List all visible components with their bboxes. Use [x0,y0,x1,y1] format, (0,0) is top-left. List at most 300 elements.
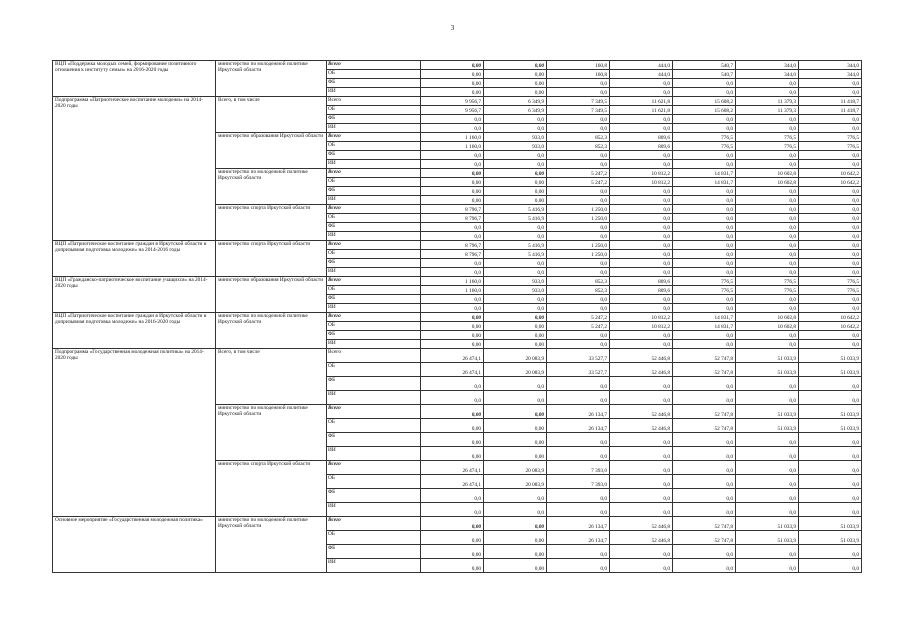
value-cell: 0,0 [736,377,799,391]
funding-source-cell: ИИ [327,391,421,405]
value-cell: 0,0 [421,304,484,313]
value-cell: 0,0 [547,196,610,205]
value-cell: 0,0 [673,391,736,405]
executor-cell: министерство по молодежной политике Иркутской области [216,517,327,573]
value-cell: 26 134,7 [547,517,610,531]
funding-source-cell: ОБ [327,70,421,79]
value-cell: 0,00 [421,169,484,178]
value-cell: 0,0 [547,187,610,196]
value-cell: 52 446,8 [610,517,673,531]
value-cell: 0,0 [484,232,547,241]
value-cell: 0,0 [736,475,799,489]
funding-source-cell: ФБ [327,489,421,503]
value-cell: 0,0 [610,559,673,573]
program-name-cell: ВЦП «Поддержка молодых семей, формирование позитивного отношения к институту семьи» на 2016-2020 годы [53,61,216,97]
value-cell: 0,0 [736,250,799,259]
value-cell: 0,0 [736,559,799,573]
value-cell: 1 250,0 [547,241,610,250]
value-cell: 933,0 [484,286,547,295]
executor-cell: министерство образования Иркутской области [216,277,327,313]
value-cell: 1 250,0 [547,250,610,259]
value-cell: 52 747,8 [673,531,736,545]
value-cell: 0,0 [421,160,484,169]
value-cell: 11 379,3 [736,106,799,115]
value-cell: 0,00 [421,79,484,88]
value-cell: 8 796,7 [421,250,484,259]
value-cell: 776,5 [673,277,736,286]
value-cell: 0,0 [484,503,547,517]
value-cell: 10 642,2 [799,169,862,178]
value-cell: 10 602,8 [736,313,799,322]
value-cell: 52 747,8 [673,349,736,363]
value-cell: 0,0 [610,433,673,447]
value-cell: 0,0 [673,461,736,475]
funding-source-cell: Всего [327,405,421,419]
executor-cell: Всего, в том числе [216,349,327,405]
value-cell: 0,0 [421,151,484,160]
value-cell: 0,0 [547,447,610,461]
value-cell: 0,0 [421,232,484,241]
funding-source-cell: ОБ [327,106,421,115]
table-row [53,349,862,363]
value-cell: 0,00 [484,517,547,531]
value-cell: 0,0 [610,503,673,517]
value-cell: 0,0 [610,295,673,304]
value-cell: 0,0 [799,268,862,277]
page-number: 3 [450,24,455,32]
value-cell: 0,0 [547,124,610,133]
value-cell: 0,0 [610,545,673,559]
value-cell: 10 642,2 [799,322,862,331]
value-cell: 5 247,2 [547,178,610,187]
value-cell: 444,0 [610,70,673,79]
value-cell: 0,0 [547,115,610,124]
value-cell: 0,0 [799,545,862,559]
value-cell: 10 812,2 [610,169,673,178]
value-cell: 51 033,9 [799,531,862,545]
value-cell: 0,0 [736,331,799,340]
funding-source-cell: ИИ [327,559,421,573]
value-cell: 0,0 [547,295,610,304]
value-cell: 26 134,7 [547,531,610,545]
value-cell: 7 349,5 [547,97,610,106]
value-cell: 0,0 [547,433,610,447]
value-cell: 0,0 [673,151,736,160]
value-cell: 0,00 [421,433,484,447]
value-cell: 9 956,7 [421,97,484,106]
funding-source-cell: ФБ [327,223,421,232]
value-cell: 160,8 [547,61,610,70]
value-cell: 0,0 [673,79,736,88]
value-cell: 0,0 [799,250,862,259]
funding-source-cell: ОБ [327,178,421,187]
value-cell: 8 796,7 [421,241,484,250]
funding-source-cell: ИИ [327,88,421,97]
value-cell: 0,00 [484,313,547,322]
value-cell: 0,00 [421,313,484,322]
value-cell: 0,0 [799,241,862,250]
value-cell: 0,0 [673,88,736,97]
executor-cell: министерство по молодежной политике Иркутской области [216,61,327,97]
value-cell: 0,0 [799,295,862,304]
value-cell: 0,0 [799,151,862,160]
value-cell: 26 474,1 [421,475,484,489]
value-cell: 0,0 [673,447,736,461]
funding-source-cell: Всего [327,205,421,214]
value-cell: 0,0 [736,295,799,304]
funding-source-cell: ФБ [327,545,421,559]
value-cell: 0,0 [673,232,736,241]
value-cell: 0,00 [484,331,547,340]
table-row [53,517,862,531]
value-cell: 52 747,8 [673,419,736,433]
value-cell: 0,0 [799,489,862,503]
funding-source-cell: Всего [327,61,421,70]
value-cell: 0,00 [484,61,547,70]
value-cell: 0,0 [421,223,484,232]
value-cell: 0,0 [610,489,673,503]
value-cell: 1 160,0 [421,133,484,142]
funding-source-cell: ФБ [327,187,421,196]
value-cell: 26 474,1 [421,461,484,475]
value-cell: 0,0 [484,391,547,405]
funding-source-cell: ИИ [327,503,421,517]
value-cell: 0,0 [484,151,547,160]
value-cell: 51 033,9 [736,349,799,363]
value-cell: 0,00 [484,545,547,559]
funding-source-cell: ОБ [327,142,421,151]
value-cell: 52 747,8 [673,363,736,377]
funding-source-cell: Всего [327,97,421,106]
value-cell: 0,0 [673,241,736,250]
value-cell: 0,0 [673,331,736,340]
value-cell: 0,0 [799,461,862,475]
value-cell: 0,0 [484,268,547,277]
value-cell: 0,0 [736,241,799,250]
value-cell: 5 416,9 [484,205,547,214]
value-cell: 0,0 [799,391,862,405]
value-cell: 0,0 [547,340,610,349]
value-cell: 0,0 [484,295,547,304]
value-cell: 0,0 [610,391,673,405]
value-cell: 0,0 [610,268,673,277]
value-cell: 0,0 [547,223,610,232]
value-cell: 51 033,9 [736,419,799,433]
value-cell: 10 642,2 [799,178,862,187]
value-cell: 0,0 [547,545,610,559]
value-cell: 0,0 [610,331,673,340]
value-cell: 0,0 [673,295,736,304]
value-cell: 0,0 [484,304,547,313]
funding-source-cell: Всего [327,133,421,142]
value-cell: 51 033,9 [799,363,862,377]
value-cell: 0,00 [484,531,547,545]
value-cell: 540,7 [673,70,736,79]
funding-source-cell: ФБ [327,331,421,340]
value-cell: 0,00 [484,88,547,97]
value-cell: 20 083,9 [484,349,547,363]
value-cell: 0,0 [673,377,736,391]
value-cell: 1 250,0 [547,205,610,214]
funding-source-cell: ОБ [327,363,421,377]
value-cell: 0,0 [673,115,736,124]
value-cell: 0,0 [610,304,673,313]
value-cell: 0,0 [421,295,484,304]
value-cell: 0,0 [421,124,484,133]
program-name-cell: Подпрограмма «Государственная молодежная политика» на 2014-2020 годы [53,349,216,517]
funding-source-cell: ОБ [327,214,421,223]
value-cell: 540,7 [673,61,736,70]
value-cell: 0,00 [421,447,484,461]
value-cell: 0,00 [421,322,484,331]
value-cell: 0,00 [421,61,484,70]
value-cell: 776,5 [799,142,862,151]
value-cell: 0,0 [673,205,736,214]
value-cell: 344,0 [799,70,862,79]
funding-source-cell: Всего [327,461,421,475]
value-cell: 0,0 [610,259,673,268]
value-cell: 51 033,9 [799,517,862,531]
value-cell: 0,0 [799,475,862,489]
value-cell: 0,0 [547,503,610,517]
value-cell: 11 379,3 [736,97,799,106]
value-cell: 933,0 [484,133,547,142]
value-cell: 51 033,9 [736,405,799,419]
value-cell: 5 416,9 [484,250,547,259]
value-cell: 0,0 [547,377,610,391]
program-name-cell: ВЦП «Патриотическое воспитание граждан в Иркутской области и допризывная подготовка молодежи» на 2014-2016 годы [53,241,216,277]
value-cell: 0,0 [799,304,862,313]
value-cell: 0,0 [610,79,673,88]
value-cell: 10 602,8 [736,178,799,187]
value-cell: 52 747,8 [673,405,736,419]
value-cell: 0,0 [610,447,673,461]
value-cell: 0,0 [547,391,610,405]
value-cell: 0,00 [421,178,484,187]
value-cell: 809,6 [610,286,673,295]
value-cell: 160,8 [547,70,610,79]
funding-source-cell: ИИ [327,232,421,241]
value-cell: 11 418,7 [799,106,862,115]
value-cell: 0,0 [736,232,799,241]
value-cell: 0,0 [673,196,736,205]
value-cell: 0,00 [421,340,484,349]
value-cell: 776,5 [673,286,736,295]
value-cell: 0,0 [610,223,673,232]
value-cell: 52 446,8 [610,531,673,545]
value-cell: 0,0 [484,259,547,268]
funding-source-cell: Всего [327,313,421,322]
value-cell: 51 033,9 [736,363,799,377]
value-cell: 7 393,0 [547,461,610,475]
value-cell: 0,0 [736,433,799,447]
value-cell: 26 474,1 [421,349,484,363]
funding-source-cell: ИИ [327,340,421,349]
funding-source-cell: ОБ [327,531,421,545]
value-cell: 0,0 [799,377,862,391]
value-cell: 0,0 [736,259,799,268]
table-row [53,241,862,250]
value-cell: 10 602,8 [736,322,799,331]
value-cell: 0,0 [799,187,862,196]
funding-source-cell: ФБ [327,433,421,447]
value-cell: 0,0 [799,433,862,447]
value-cell: 51 033,9 [799,349,862,363]
funding-source-cell: ИИ [327,124,421,133]
funding-source-cell: ОБ [327,286,421,295]
value-cell: 0,0 [736,124,799,133]
executor-cell: министерство по молодежной политике Иркутской области [216,169,327,205]
value-cell: 0,0 [799,559,862,573]
value-cell: 0,0 [736,88,799,97]
funding-source-cell: ФБ [327,259,421,268]
value-cell: 0,0 [799,214,862,223]
funding-source-cell: Всего [327,277,421,286]
value-cell: 0,0 [799,232,862,241]
value-cell: 26 134,7 [547,419,610,433]
value-cell: 0,00 [484,79,547,88]
value-cell: 6 349,9 [484,106,547,115]
value-cell: 51 033,9 [736,517,799,531]
value-cell: 14 831,7 [673,169,736,178]
value-cell: 776,5 [736,286,799,295]
value-cell: 0,0 [736,268,799,277]
value-cell: 0,0 [673,475,736,489]
budget-table [52,60,862,573]
value-cell: 0,00 [421,70,484,79]
value-cell: 10 812,2 [610,313,673,322]
value-cell: 26 474,1 [421,363,484,377]
value-cell: 5 247,2 [547,322,610,331]
funding-source-cell: Всего [327,517,421,531]
funding-source-cell: ОБ [327,419,421,433]
value-cell: 0,0 [421,503,484,517]
value-cell: 51 033,9 [736,531,799,545]
value-cell: 52 446,8 [610,349,673,363]
program-name-cell: Подпрограмма «Патриотическое воспитание молодежи» на 2014-2020 годы [53,97,216,241]
value-cell: 0,0 [799,340,862,349]
value-cell: 1 250,0 [547,214,610,223]
value-cell: 0,00 [484,187,547,196]
value-cell: 0,0 [610,250,673,259]
value-cell: 0,00 [421,405,484,419]
value-cell: 5 416,9 [484,241,547,250]
value-cell: 0,0 [484,115,547,124]
value-cell: 776,5 [736,133,799,142]
value-cell: 0,0 [610,196,673,205]
value-cell: 0,00 [421,559,484,573]
value-cell: 0,00 [484,447,547,461]
value-cell: 0,0 [673,433,736,447]
executor-cell: министерство спорта Иркутской области [216,241,327,277]
value-cell: 52 446,8 [610,405,673,419]
value-cell: 0,0 [421,489,484,503]
value-cell: 0,0 [547,88,610,97]
funding-source-cell: ИИ [327,447,421,461]
value-cell: 0,0 [673,545,736,559]
value-cell: 10 602,8 [736,169,799,178]
value-cell: 344,0 [736,70,799,79]
value-cell: 0,0 [547,160,610,169]
value-cell: 344,0 [799,61,862,70]
value-cell: 0,0 [673,340,736,349]
value-cell: 0,0 [610,187,673,196]
funding-source-cell: ФБ [327,295,421,304]
value-cell: 14 831,7 [673,322,736,331]
funding-source-cell: ОБ [327,250,421,259]
table-row [53,61,862,70]
funding-source-cell: Всего [327,241,421,250]
value-cell: 0,0 [547,232,610,241]
value-cell: 0,0 [799,124,862,133]
value-cell: 51 033,9 [799,405,862,419]
value-cell: 1 160,0 [421,277,484,286]
value-cell: 809,6 [610,277,673,286]
value-cell: 1 160,0 [421,286,484,295]
value-cell: 0,0 [421,268,484,277]
value-cell: 11 621,8 [610,106,673,115]
program-name-cell: Основное мероприятие «Государственная молодежная политика» [53,517,216,573]
funding-source-cell: ФБ [327,151,421,160]
value-cell: 5 247,2 [547,313,610,322]
value-cell: 0,0 [799,223,862,232]
value-cell: 0,0 [799,196,862,205]
value-cell: 0,0 [547,489,610,503]
value-cell: 0,0 [736,79,799,88]
value-cell: 0,0 [484,489,547,503]
table-body [53,61,862,573]
value-cell: 0,0 [610,461,673,475]
value-cell: 0,0 [673,304,736,313]
value-cell: 0,0 [421,391,484,405]
value-cell: 776,5 [799,277,862,286]
value-cell: 0,0 [799,331,862,340]
value-cell: 10 812,2 [610,178,673,187]
value-cell: 7 393,0 [547,475,610,489]
value-cell: 0,0 [673,160,736,169]
value-cell: 0,00 [484,419,547,433]
value-cell: 0,0 [673,124,736,133]
value-cell: 0,00 [421,545,484,559]
value-cell: 0,0 [673,250,736,259]
value-cell: 0,0 [736,205,799,214]
value-cell: 0,0 [610,160,673,169]
value-cell: 0,0 [799,259,862,268]
value-cell: 0,0 [799,115,862,124]
value-cell: 0,0 [484,223,547,232]
value-cell: 809,6 [610,133,673,142]
value-cell: 776,5 [673,133,736,142]
value-cell: 0,0 [673,489,736,503]
value-cell: 0,0 [736,340,799,349]
value-cell: 0,0 [736,115,799,124]
funding-source-cell: ИИ [327,268,421,277]
value-cell: 0,00 [484,169,547,178]
value-cell: 444,0 [610,61,673,70]
executor-cell: министерство по молодежной политике Иркутской области [216,313,327,349]
value-cell: 15 608,2 [673,106,736,115]
funding-source-cell: ФБ [327,115,421,124]
value-cell: 0,0 [799,79,862,88]
value-cell: 0,0 [421,115,484,124]
value-cell: 0,0 [610,241,673,250]
value-cell: 0,0 [736,304,799,313]
value-cell: 0,0 [736,503,799,517]
value-cell: 0,0 [736,545,799,559]
value-cell: 0,00 [484,433,547,447]
value-cell: 9 956,7 [421,106,484,115]
funding-source-cell: ОБ [327,475,421,489]
